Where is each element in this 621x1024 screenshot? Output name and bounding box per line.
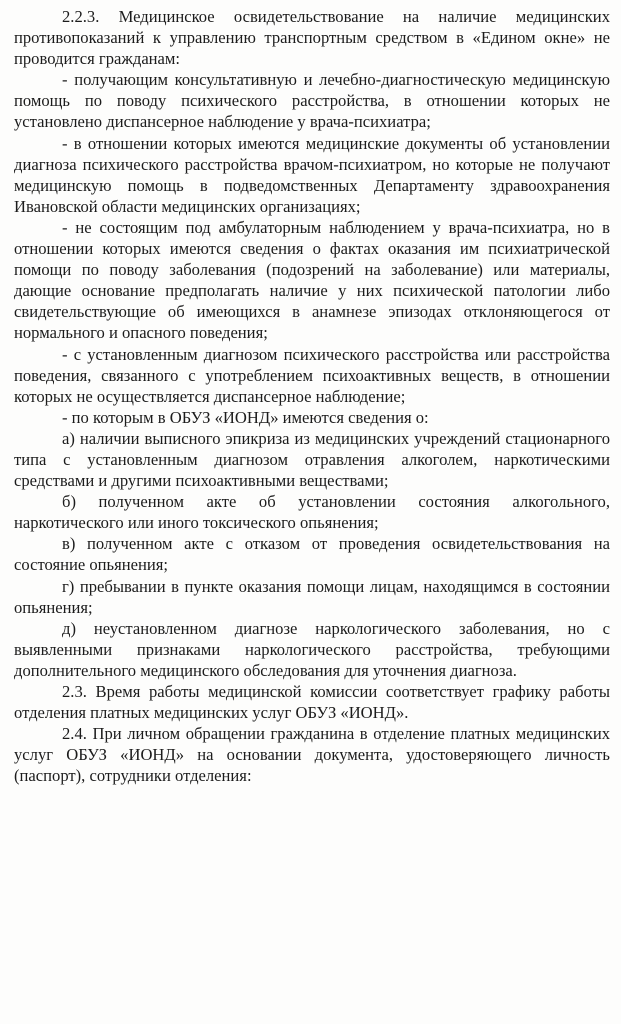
list-item-iond-information: - по которым в ОБУЗ «ИОНД» имеются сведения о: (62, 407, 429, 427)
list-item-medical-documents: - в отношении которых имеются медицинские документы об установлении диагноза психического расстройства врачом-психиатром, но которые не получают медицинскую помощь в подведомственных Департаменту здравоохранения Ивановской области медицинских организациях; (14, 133, 610, 216)
list-item-not-under-observation: - не состоящим под амбулаторным наблюдением у врача-психиатра, но в отношении которых имеются сведения о фактах оказания им психиатрической помощи по поводу заболевания (подозрений на заболевание) или материалы, дающие основание предполагать наличие у них психической патологии либо свидетельствующие об имеющихся в анамнезе эпизодах отклоняющегося от нормального и опасного поведения; (14, 217, 610, 343)
document-body (14, 6, 610, 786)
sub-item-g: г) пребывании в пункте оказания помощи лицам, находящимся в состоянии опьянения; (14, 576, 610, 617)
paragraph-2-3: 2.3. Время работы медицинской комиссии соответствует графику работы отделения платных медицинских услуг ОБУЗ «ИОНД». (14, 682, 610, 723)
sub-item-a: а) наличии выписного эпикриза из медицинских учреждений стационарного типа с установленным диагнозом отравления алкоголем, наркотическими средствами и другими психоактивными веществами; (14, 428, 610, 491)
paragraph-2-4: 2.4. При личном обращении гражданина в отделение платных медицинских услуг ОБУЗ «ИОНД» на основании документа, удостоверяющего личность (паспорт), сотрудники отделения: (14, 724, 610, 786)
list-item-established-diagnosis: - с установленным диагнозом психического расстройства или расстройства поведения, связанного с употреблением психоактивных веществ, в отношении которых не осуществляется диспансерное наблюдение; (14, 344, 610, 406)
paragraph-2-2-3: 2.2.3. Медицинское освидетельствование на наличие медицинских противопоказаний к управлению транспортным средством в «Едином окне» не проводится гражданам: (14, 7, 610, 69)
sub-item-v: в) полученном акте с отказом от проведения освидетельствования на состояние опьянения; (14, 534, 610, 575)
list-item-consultative-help: - получающим консультативную и лечебно-диагностическую медицинскую помощь по поводу психического расстройства, в отношении которых не установлено диспансерное наблюдение у врача-психиатра; (14, 70, 610, 132)
sub-item-d: д) неустановленном диагнозе наркологического заболевания, но с выявленными признаками наркологического расстройства, требующими дополнительного медицинского обследования для уточнения диагноза. (14, 618, 610, 680)
sub-item-b: б) полученном акте об установлении состояния алкогольного, наркотического или иного токсического опьянения; (14, 492, 610, 533)
